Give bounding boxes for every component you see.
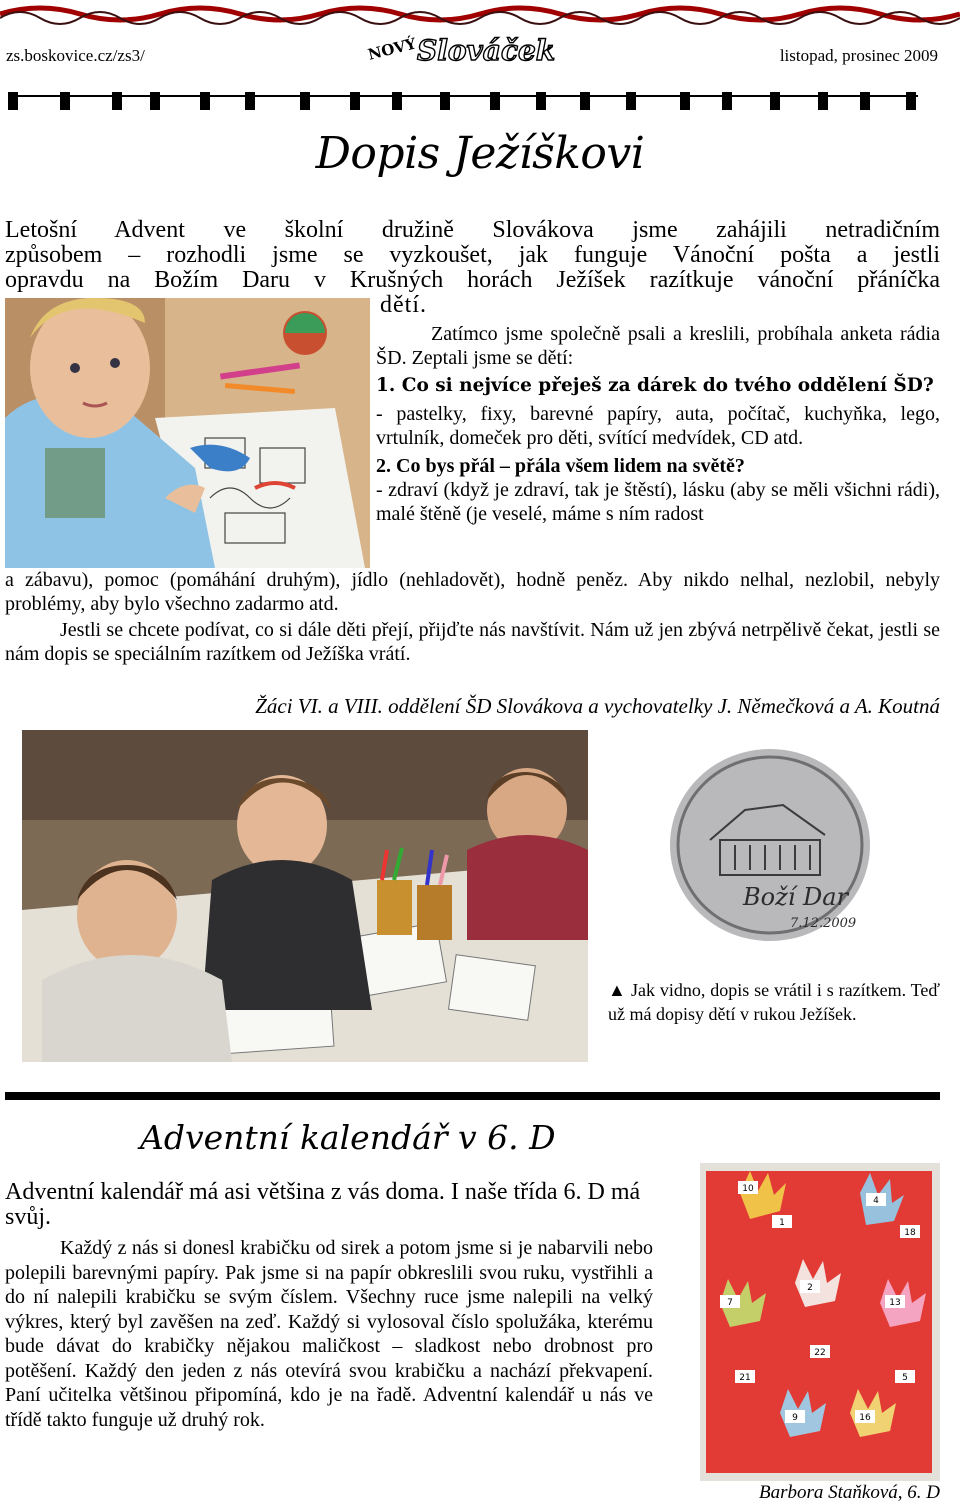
- calendar-box-number: 7: [727, 1298, 733, 1308]
- closing-paragraph: Jestli se chcete podívat, co si dále děti přejí, přijďte nás navštívit. Nám už jen zbývá netrpělivě čekat, jestli se nám dopis se speciálním razítkem od Ježíška vrátí.: [5, 619, 940, 665]
- stamp-place-label: Boží Dar: [743, 883, 849, 911]
- calendar-box-number: 16: [859, 1413, 871, 1423]
- section-divider: [5, 1092, 940, 1100]
- answer-2-start: - zdraví (když je zdraví, tak je štěstí), lásku (aby se měli všichni rádi), malé štěně (je veselé, máme s ním radost: [376, 479, 940, 525]
- intro-last-word: dětí.: [380, 292, 427, 318]
- intro-line: opravdu na Božím Daru v Krušných horách Ježíšek razítkuje vánoční přáníčka: [5, 267, 940, 293]
- photo-classroom: [22, 730, 588, 1062]
- answer-2-continued: a zábavu), pomoc (pomáhání druhým), jídlo (nehladovět), hodně peněz. Aby nikdo nelhal, nezlobil, nebyly problémy, aby bylo všechno zadarmo atd.: [5, 569, 940, 615]
- photo-boy-drawing: [5, 298, 370, 568]
- header-date: listopad, prosinec 2009: [779, 46, 938, 65]
- newspaper-logo: [365, 30, 595, 72]
- intro-paragraph: [5, 218, 940, 293]
- logo-small-text: NOVÝ: [366, 34, 418, 64]
- article2-lead: Adventní kalendář má asi většina z vás doma. I naše třída 6. D má svůj.: [5, 1179, 641, 1230]
- survey-intro: Zatímco jsme společně psali a kreslili, probíhala anketa rádia ŠD. Zeptali jsme se dětí:: [376, 323, 940, 369]
- calendar-box-number: 13: [889, 1298, 901, 1308]
- header-url[interactable]: zs.boskovice.cz/zs3/: [6, 46, 145, 65]
- logo-big-text: Slováček: [417, 34, 556, 67]
- article1-signature: Žáci VI. a VIII. oddělení ŠD Slovákova a vychovatelky J. Němečková a A. Koutná: [255, 694, 940, 718]
- calendar-box-number: 9: [792, 1413, 798, 1423]
- question-2: 2. Co bys přál – přála všem lidem na světě?: [376, 455, 745, 477]
- header-ornament-band: [0, 0, 960, 26]
- calendar-box-number: 18: [904, 1228, 916, 1238]
- calendar-box-number: 2: [807, 1283, 813, 1293]
- calendar-box-number: 21: [739, 1373, 751, 1383]
- question-1: 1. Co si nejvíce přeješ za dárek do tvého oddělení ŠD?: [376, 375, 934, 396]
- calendar-box-number: 5: [902, 1373, 908, 1383]
- stamp-caption: ▲ Jak vidno, dopis se vrátil i s razítkem. Teď už má dopisy dětí v rukou Ježíšek.: [608, 980, 940, 1024]
- stamp-date-label: 7.12.2009: [790, 916, 857, 931]
- answer-1: - pastelky, fixy, barevné papíry, auta, počítač, kuchyňka, lego, vrtulník, domeček pro děti, svítící medvídek, CD atd.: [376, 403, 940, 449]
- calendar-box-number: 1: [779, 1218, 785, 1228]
- calendar-box-number: 10: [742, 1184, 754, 1194]
- article-title: Dopis Ježíškovi: [315, 128, 645, 179]
- intro-line: Letošní Advent ve školní družině Slovákova jsme zahájili netradičním: [5, 217, 940, 243]
- survey-column: [376, 322, 940, 526]
- calendar-box-number: 22: [814, 1348, 826, 1358]
- calendar-box-number: 4: [873, 1196, 879, 1206]
- christmas-postmark: [665, 745, 875, 945]
- intro-line: způsobem – rozhodli jsme se vyzkoušet, jak funguje Vánoční pošta a jestli: [5, 242, 940, 268]
- photo-advent-calendar: [700, 1163, 940, 1481]
- article2-title: Adventní kalendář v 6. D: [140, 1118, 556, 1157]
- article2-body: Každý z nás si donesl krabičku od sirek a potom jsme si je nabarvili nebo polepili barevnými papíry. Pak jsme si na papír obkreslili svou ruku, vystřihli a do ní nalepili krabičku se svým číslem. Všechny ruce jsme nalepili na velký výkres, který byl zavěšen na zeď. Každý si vylosoval číslo spolužáka, kterému bude dávat do krabičky nějakou maličkost – sladkost nebo drobnost pro potěšení. Každý den jeden z nás otevírá svou krabičku a nachází překvapení. Paní učitelka většinou připomíná, kdo je na řadě. Adventní kalendář u nás ve třídě takto funguje už druhý rok.: [5, 1237, 653, 1431]
- header-rule: [0, 82, 960, 112]
- article2-signature: Barbora Staňková, 6. D: [758, 1482, 940, 1503]
